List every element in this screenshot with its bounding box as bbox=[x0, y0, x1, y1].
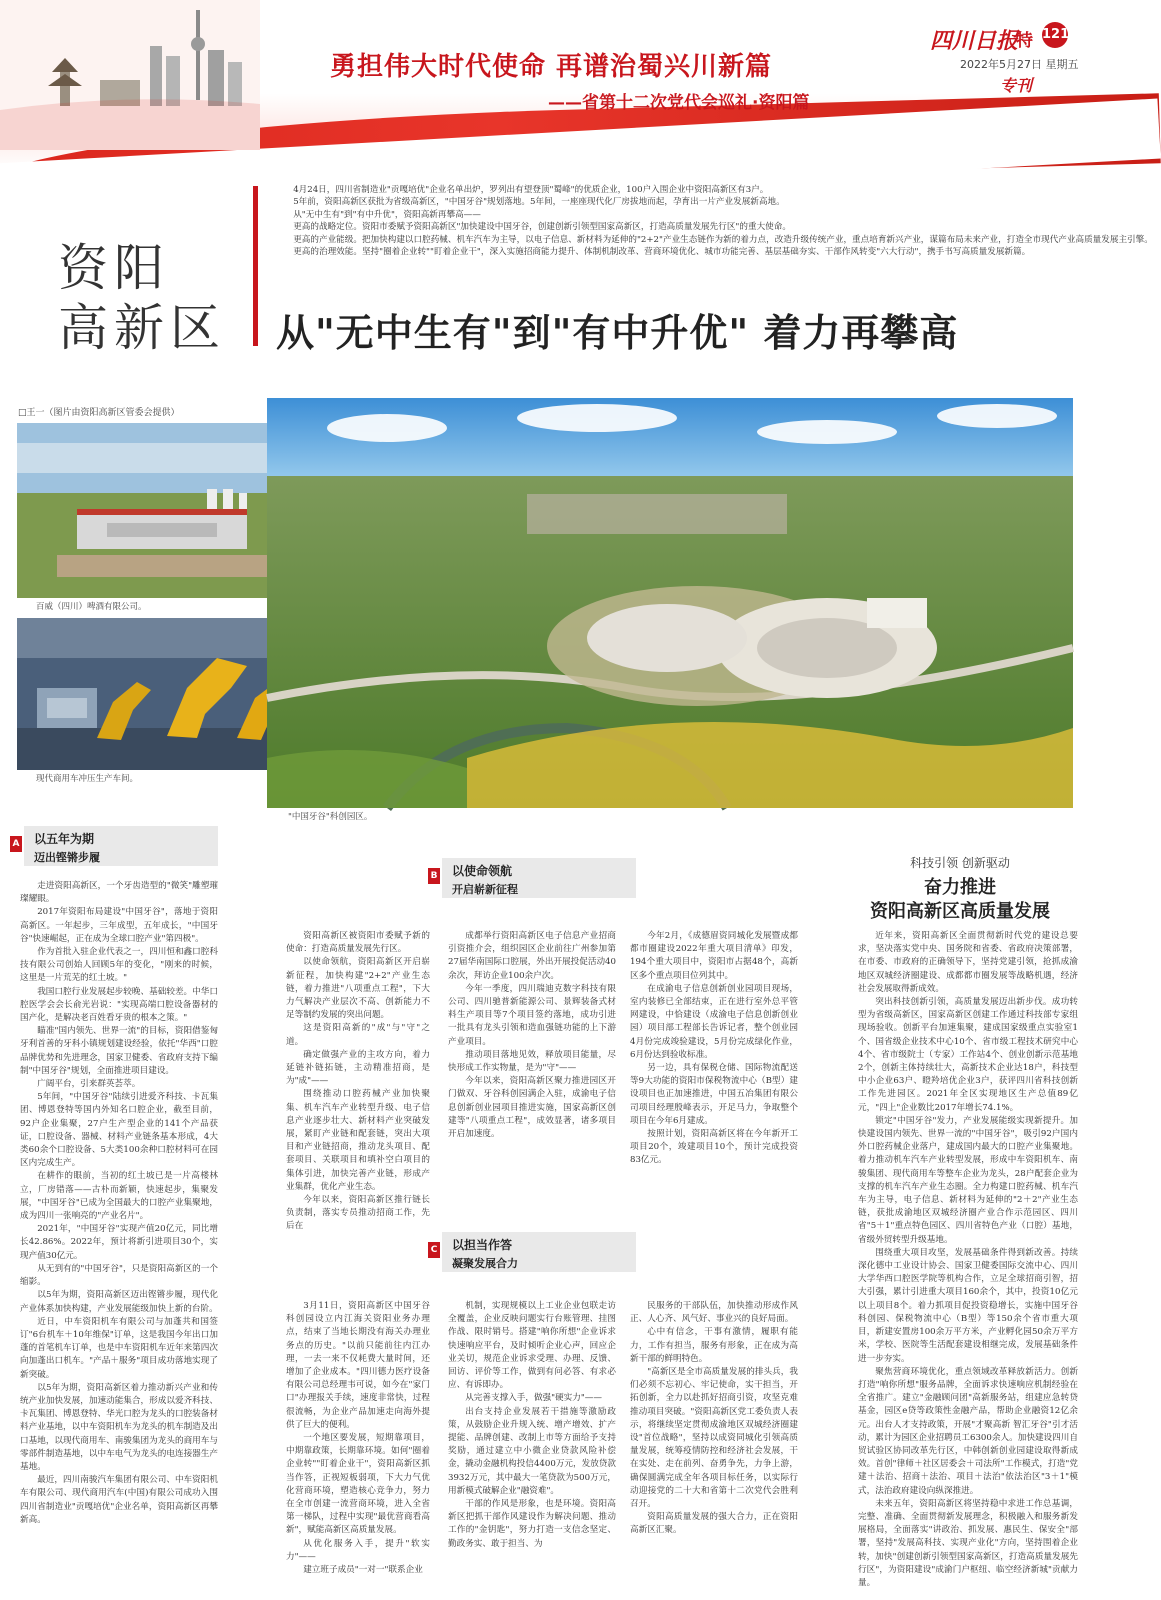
section-title: 以担当作答 bbox=[452, 1238, 513, 1252]
section-title: 以五年为期 bbox=[34, 832, 95, 846]
district-name bbox=[58, 238, 226, 358]
paragraph: 资阳高质量发展的强大合力，正在资阳高新区汇聚。 bbox=[630, 1512, 798, 1536]
section-title-box bbox=[442, 858, 636, 898]
feature-headline-line1: 奋力推进 bbox=[924, 877, 996, 898]
paragraph: 这是资阳高新的"成"与"守"之道。 bbox=[286, 1023, 430, 1047]
paragraph: 另一边，具有保税仓储、国际物流配送等9大功能的资阳市保税物流中心（B型）建设项目也正加速推进，中国五冶集团有限公司项目经理殷峰表示，开足马力，争取整个项目在今年6月建成。 bbox=[630, 1063, 798, 1126]
paragraph: 心中有信念，干事有激情，履职有能力，工作有担当，服务有形象，正在成为高新干部的鲜明特色。 bbox=[630, 1327, 798, 1364]
section-letter-badge: A bbox=[10, 836, 22, 852]
article-column-c2 bbox=[448, 1300, 616, 1592]
paragraph: 近年来，资阳高新区全面贯彻新时代党的建设总要求，坚决落实党中央、国务院和省委、省政府决策部署，在市委、市政府的正确领导下，坚持党建引领，抢抓成渝地区双城经济圈建设、成都都市圈发展等战略机遇，经济社会发展取得新成效。 bbox=[858, 931, 1078, 994]
lead-paragraphs bbox=[276, 184, 1153, 258]
article-column-a bbox=[20, 880, 218, 1592]
lead-paragraph: 从"无中生有"到"有中升优"，资阳高新再攀高—— bbox=[293, 209, 481, 220]
paragraph: 推动项目落地见效，释放项目能量，尽快形成工作实物量，是为"守"—— bbox=[448, 1049, 616, 1074]
paragraph: 2017年资阳布局建设"中国牙谷"，落地于资阳高新区。一年起步，三年成型，五年成长，"中国牙谷"快速崛起，正在成为全球口腔产业"第四极"。 bbox=[20, 907, 218, 944]
page-number-badge: 121 bbox=[1042, 22, 1068, 48]
lead-paragraph: 4月24日，四川省制造业"贡嘎培优"企业名单出炉，罗列出有望登顶"蜀峰"的优质企业，100户入围企业中资阳高新区有3户。 bbox=[293, 185, 769, 195]
brewery-photo bbox=[17, 423, 297, 598]
aerial-park-caption: "中国牙谷"科创园区。 bbox=[288, 812, 373, 822]
paragraph: 我国口腔行业发展起步较晚、基础较差。中华口腔医学会会长俞光岩说："实现高端口腔设备器材的国产化，是解决老百姓看牙贵的根本之策。" bbox=[20, 986, 218, 1024]
banner-headline: 勇担伟大时代使命 再谱治蜀兴川新篇 bbox=[330, 52, 773, 82]
paragraph: 干部的作风是形象，也是环境。资阳高新区把抓干部作风建设作为解决问题、推动工作的"金钥匙"，努力打造一支信念坚定、勤政务实、敢于担当、为 bbox=[448, 1499, 616, 1549]
brewery-caption: 百威（四川）啤酒有限公司。 bbox=[36, 602, 147, 612]
section-subtitle: 开启崭新征程 bbox=[452, 883, 518, 896]
paragraph: 突出科技创新引领，高质量发展迈出新步伐。成功转型为省级高新区，国家高新区创建工作通过科技部专家组现场验收。创新平台加速集聚，建成国家级重点实验室1个、国省级企业技术中心10个、省市级工程技术研究中心4个、省市级院士（专家）工作站4个、创业创新示范基地2个，创新主体持续壮大，高新技术企业达18户，科技型中小企业63户、瞪羚培优企业3户，获评四川省科技创新工作先进园区。2021年全区实现地区生产总值89亿元，"四上"企业数比2017年增长74.1%。 bbox=[858, 997, 1078, 1113]
byline: □王一（图片由资阳高新区管委会提供） bbox=[18, 408, 180, 418]
paragraph: 建立班子成员"一对一"联系企业 bbox=[303, 1565, 423, 1576]
district-name-line2: 高新区 bbox=[58, 299, 226, 357]
robot-workshop-image bbox=[17, 618, 297, 770]
paragraph: 确定做强产业的主攻方向，着力延链补链拓链，主动精准招商，是为"成"—— bbox=[286, 1049, 430, 1087]
lead-paragraph: 更高的治理效能。坚持"圈着企业转""盯着企业干"，深入实施招商能力提升、体制机制改革、营商环境优化、城市功能完善、基层基础夯实、干部作风转变"六大行动"，携手书写高质量发展新篇。 bbox=[293, 247, 1031, 258]
lead-paragraph: 更高的产业能级。把加快构建以口腔药械、机车汽车为主导，以电子信息、新材料为延伸的"2+2"产业生态链作为新的着力点，改造升级传统产业，重点培育新兴产业，谋篇布局未来产业，打造全市现代产业高质量发展主引擎。 bbox=[293, 234, 1153, 245]
paragraph: 围绕推动口腔药械产业加快聚集、机车汽车产业转型升级、电子信息产业逐步壮大、新材料产业突破发展，紧盯产业链和配套链，突出大项目和产业链招商，推动龙头项目、配套项目、关联项目和填补空白项目的集体引进，加快完善产业链，形成产业集群，优化产业生态。 bbox=[286, 1089, 430, 1192]
brewery-photo-image bbox=[17, 423, 297, 598]
paragraph: 聚焦营商环境优化，重点领域改革释放新活力。创新打造"响你所想"服务品牌，全面诉求快速响应机制经验在全省推广。建立"金融顾问团"高新服务站，组建应急转贷基金，园区e贷等政策性金融产品，帮助企业融资12亿余元。出台人才支持政策，开展"才聚高新 智汇牙谷"引才活动，累计为园区企业招聘员工6300余人。加快建设四川自贸试验区协同改革先行区，中韩创新创业园建设取得新成效。首创"律师＋社区居委会＋司法所"工作模式，打造"党建＋法治、招商＋法治、项目＋法治"依法治区"3＋1"模式，法治政府建设向纵深推进。 bbox=[858, 1366, 1078, 1496]
paragraph: "高新区是全市高质量发展的排头兵，我们必须不忘初心、牢记使命，实干担当，开拓创新，全力以赴抓好招商引资，攻坚克难推动项目突破。"资阳高新区党工委负责人表示，将继续坚定贯彻成渝地区双城经济圈建设"首位战略"，坚持以成资同城化引领高质量发展，统筹疫情防控和经济社会发展，干在实处、走在前列、奋勇争先，力争上游，确保圆满完成全年各项目标任务，以实际行动迎接党的二十大和省第十二次党代会胜利召开。 bbox=[630, 1367, 798, 1510]
article-column-c3 bbox=[630, 1300, 798, 1592]
section-head-c bbox=[428, 1232, 636, 1272]
robot-workshop-caption: 现代商用车冲压生产车间。 bbox=[36, 774, 139, 784]
section-head-b bbox=[428, 858, 636, 898]
paragraph: 以使命领航，资阳高新区开启崭新征程，加快构建"2+2"产业生态链，着力推进"八项重点工程"，下大力气解决产业层次不高、创新能力不足等制约发展的突出问题。 bbox=[286, 957, 430, 1021]
section-tag: 专刊 bbox=[1000, 76, 1033, 95]
paragraph: 以5年为期，资阳高新区迈出铿锵步履，现代化产业体系加快构建，产业发展能级加快上新的台阶。 bbox=[20, 1290, 218, 1314]
lead-paragraph: 5年前，资阳高新区获批为省级高新区，"中国牙谷"规划落地。5年间，一座座现代化厂房拔地而起，孕育出一片产业发展新高地。 bbox=[293, 197, 785, 208]
article-column-b3 bbox=[630, 930, 798, 1220]
newspaper-name-logo: 四川日报 bbox=[930, 28, 1019, 54]
paragraph: 机制，实现规模以上工业企业包联走访全覆盖，企业反映问题实行台账管理、挂图作战、限时销号。搭建"响你所想"企业诉求快速响应平台，及时倾听企业心声，回应企业关切，规范企业诉求受理、办理、反馈、回访、评价等工作，做到有问必答、有求必应、有诉即办。 bbox=[448, 1301, 616, 1391]
paragraph: 从完善支撑入手，做强"硬实力"—— bbox=[465, 1393, 602, 1404]
feature-headline bbox=[840, 876, 1080, 924]
paragraph: 瞄准"国内领先、世界一流"的目标，资阳借鉴匈牙利首善的牙科小镇规划建设经验，依托"华西"口腔品牌优势和先进理念，国家卫健委、省政府支持下编制"中国牙谷"规划，全面推进项目建设。 bbox=[20, 1026, 218, 1076]
article-column-c1 bbox=[286, 1300, 430, 1592]
article-column-b2 bbox=[448, 930, 616, 1220]
paragraph: 今年2月，《成德眉资同城化发展暨成都都市圈建设2022年重大项目清单》印发，194个重大项目中，资阳市占据48个，高新区多个重点项目位列其中。 bbox=[630, 931, 798, 981]
masthead-banner bbox=[0, 0, 1108, 170]
aerial-park-photo bbox=[267, 398, 1073, 808]
section-title-box bbox=[24, 826, 218, 866]
paragraph: 在成渝电子信息创新创业园项目现场，室内装修已全部结束，正在进行室外总平管网建设，中恰建设（成渝电子信息创新创业园）项目部工程部长告诉记者，整个创业园4月份完成竣验建设，5月份完成绿化作业，6月份达到验收标准。 bbox=[630, 983, 798, 1060]
paragraph: 广阔平台，引来群英荟萃。 bbox=[37, 1079, 141, 1090]
main-title: 从"无中生有"到"有中升优" 着力再攀高 bbox=[276, 311, 959, 355]
paragraph: 从无到有的"中国牙谷"，只是资阳高新区的一个缩影。 bbox=[20, 1263, 218, 1288]
paragraph: 5年间，"中国牙谷"陆续引进爱齐科技、卡瓦集团、博恩登特等国内外知名口腔企业，截至目前，92户企业集聚，27户生产型企业的141个产品获证，口腔设备、器械、材料产业链条基本形成，4大类60余个口腔设备、5大类100余种口腔材料可在园区内完成生产。 bbox=[20, 1092, 218, 1169]
robot-workshop-photo bbox=[17, 618, 297, 770]
paragraph: 今年以来，资阳高新区推行链长负责制，落实专员推动招商工作，先后在 bbox=[286, 1195, 430, 1232]
title-accent-rule bbox=[253, 186, 258, 346]
article-column-b1 bbox=[286, 930, 430, 1232]
paragraph: 围绕重大项目攻坚，发展基础条件得到新改善。持续深化德中工业设计协会、国家卫健委国际交流中心、四川大学华西口腔医学院等机构合作，立足全球招商引智，招大引强，累计引进重大项目160余个，其中，投资10亿元以上项目8个。着力抓项目促投资稳增长，实施中国牙谷科创园、保税物流中心（B型）等150余个省市重大项目，新建安置房100余万平方米，产业孵化园50余万平方米，学校、医院等生活配套建设相继完成，发展基础条件进一步夯实。 bbox=[858, 1247, 1078, 1364]
section-letter-badge: C bbox=[428, 1242, 440, 1258]
paragraph: 以5年为期，资阳高新区着力推动新兴产业和传统产业加快发展，加速动能集合，形成以爱齐科技、卡瓦集团、博恩登特、华光口腔为龙头的口腔装备材料产业基地，以中车资阳机车为龙头的机车制造及出口基地，以现代商用车、南骏集团为龙头的商用车与零部件制造基地，以中车电气为龙头的电连接器生产基地。 bbox=[20, 1382, 218, 1472]
section-letter-badge: B bbox=[428, 868, 440, 884]
paragraph: 民服务的干部队伍，加快推动形成作风正、人心齐、风气好、事业兴的良好局面。 bbox=[630, 1301, 798, 1325]
paragraph: 今年以来，资阳高新区聚力推进园区开门做双、牙谷科创园满企入驻，成渝电子信息创新创业园项目推进实施，国家高新区创建等"八项重点工程"，成效显著，诸多项目开启加速度。 bbox=[448, 1076, 616, 1140]
issue-date: 2022年5月27日 星期五 bbox=[960, 58, 1079, 71]
paragraph: 一个地区要发展，短期靠项目，中期靠政策，长期靠环境。如何"圈着企业转""盯着企业干"，资阳高新区抓当作答，正视短板弱项，下大力气优化营商环境，塑造核心竞争力，努力在全市创建一流营商环境，进入全省第一梯队，过程中实现"最优营商看高新"，赋能高新区高质量发展。 bbox=[286, 1433, 430, 1536]
paragraph: 今年一季度，四川瑞迪克数字科技有限公司、四川驰普新能源公司、景辉装备式材料生产项目等7个项目签约落地，成功引进一批具有龙头引领和造血强链功能的上下游产业项目。 bbox=[448, 983, 616, 1047]
paragraph: 最近，四川南骏汽车集团有限公司、中车资阳机车有限公司、现代商用汽车(中国)有限公司成功入围四川省制造业"贡嘎培优"企业名单，资阳高新区再攀新高。 bbox=[20, 1475, 218, 1525]
paragraph: 资阳高新区被资阳市委赋予新的使命：打造高质量发展先行区。 bbox=[286, 931, 430, 955]
city-skyline-illustration bbox=[0, 0, 260, 150]
feature-kicker: 科技引领 创新驱动 bbox=[910, 856, 1010, 870]
paragraph: 按照计划，资阳高新区将在今年新开工项目20个，竣建项目10个，预计完成投资83亿元。 bbox=[630, 1129, 798, 1166]
lead-paragraph: 更高的战略定位。资阳市委赋予资阳高新区"加快建设中国牙谷，创建创新引领型国家高新区，打造高质量发展先行区"的重大使命。 bbox=[293, 222, 791, 233]
paragraph: 走进资阳高新区，一个牙齿造型的"微笑"雕塑璀璨耀眼。 bbox=[20, 881, 218, 905]
paragraph: 出台支持企业发展若干措施等激励政策，从鼓励企业升规入统、增产增效、扩产提能、品牌创建、改制上市等方面给予支持奖励，通过建立中小微企业贷款风险补偿金，撬动金融机构投信4400万元，发放贷款3932万元，其中最大一笔贷款为500万元，用新模式破解企业"融资难"。 bbox=[448, 1406, 616, 1496]
paragraph: 锁定"中国牙谷"发力，产业发展能级实现新提升。加快建设国内领先、世界一流的"中国牙谷"，吸引92户国内外口腔药械企业落户，建成国内最大的口腔产业集聚地。着力推动机车汽车产业转型发展，形成中车资阳机车、南骏集团、现代商用车等整车企业为龙头，28户配套企业为支撑的机车汽车产业生态圈。全力构建口腔药械、机车汽车为主导，电子信息、新材料为延伸的"2＋2"产业生态链，获批成渝地区双城经济圈产业合作示范园区、四川省"5＋1"重点特色园区、四川省特色产业（口腔）基地，省级外贸转型升级基地。 bbox=[858, 1115, 1078, 1245]
aerial-park-image bbox=[267, 398, 1073, 808]
paragraph: 2021年，"中国牙谷"实现产值20亿元，同比增长42.86%。2022年，预计将新引进项目30个，实现产值30亿元。 bbox=[20, 1224, 218, 1261]
paragraph: 未来五年，资阳高新区将坚持稳中求进工作总基调，完整、准确、全面贯彻新发展理念，积极融入和服务新发展格局，全面落实"讲政治、抓发展、惠民生、保安全"部署，坚持"发展高科技、实现产业化"方向，坚持围着企业转，加快"创建创新引领型国家高新区，打造高质量发展先行区"，为资阳建设"成渝门户枢纽、临空经济新城"贡献力量。 bbox=[858, 1498, 1078, 1588]
section-title-box bbox=[442, 1232, 636, 1272]
section-head-a bbox=[10, 826, 218, 866]
article-column-d bbox=[858, 930, 1078, 1592]
paragraph: 3月11日，资阳高新区中国牙谷科创园设立内江海关资阳业务办理点，结束了当地长期没有海关办理业务点的历史。"以前只能前往内江办理，一去一来不仅耗费大量时间，还增加了企业成本。"四川德力医疗设备有限公司总经理韦可说，如今在"家门口"办理报关手续，速度非常快，过程很流畅，为企业产品加速走向海外提供了巨大的便利。 bbox=[286, 1301, 430, 1430]
special-issue-label: 特 bbox=[1016, 31, 1033, 51]
section-title: 以使命领航 bbox=[452, 864, 513, 878]
section-subtitle: 迈出铿锵步履 bbox=[34, 851, 100, 864]
paragraph: 成都举行资阳高新区电子信息产业招商引资推介会，组织园区企业前往广州参加第27届华南国际口腔展，外出开展投促活动40余次，拜访企业100余户次。 bbox=[448, 931, 616, 981]
feature-headline-line2: 资阳高新区高质量发展 bbox=[870, 901, 1050, 922]
banner-subline: ——省第十二次党代会巡礼·资阳篇 bbox=[548, 93, 810, 113]
paragraph: 作为首批入驻企业代表之一，四川恒和鑫口腔科技有限公司创始人回顾5年的变化，"刚来的时候，这里是一片荒芜的红土坡。" bbox=[20, 947, 218, 984]
section-subtitle: 凝聚发展合力 bbox=[452, 1257, 518, 1270]
district-name-line1: 资阳 bbox=[58, 239, 170, 297]
paragraph: 近日，中车资阳机车有限公司与加蓬共和国签订"6台机车＋10年维保"订单，这是我国今年出口加蓬的首笔机车订单，也是中车资阳机车近年来第四次向加蓬出口机车。"产品＋服务"项目成功落地实现了新突破。 bbox=[20, 1316, 218, 1380]
paragraph: 从优化服务入手，提升"软实力"—— bbox=[286, 1538, 430, 1562]
paragraph: 在耕作的眼前，当初的红土坡已是一片高楼林立，厂房错落——古朴而新颖，快速起步，集聚发展，"中国牙谷"已成为全国最大的口腔产业集聚地，成为四川一张响亮的"产业名片"。 bbox=[20, 1171, 218, 1222]
